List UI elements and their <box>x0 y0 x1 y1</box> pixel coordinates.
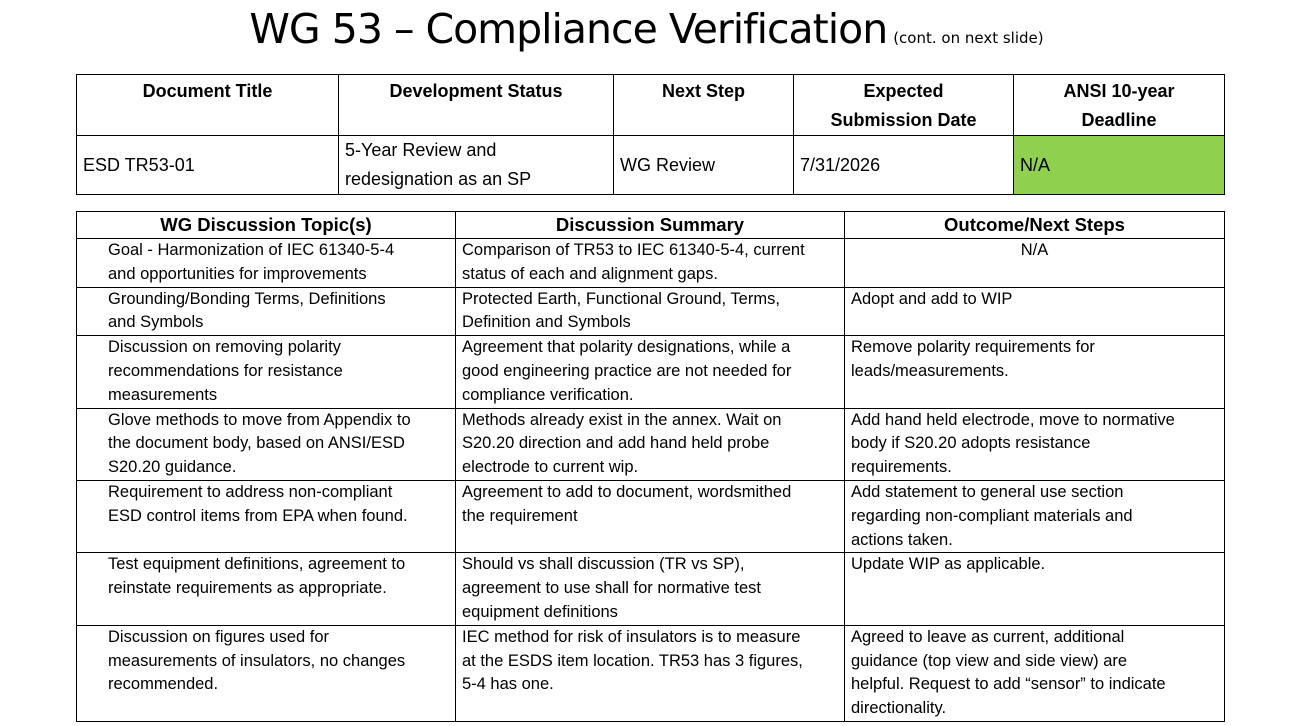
status-table <box>76 74 1225 195</box>
discussion-table-body <box>77 239 1225 722</box>
slide-title-text: WG 53 – Compliance Verification <box>249 5 888 53</box>
topic-cell-line: ESD control items from EPA when found. <box>108 506 408 525</box>
outcome-cell <box>845 480 1225 552</box>
summary-cell-line: Comparison of TR53 to IEC 61340-5-4, current <box>462 241 805 259</box>
outcome-cell <box>845 287 1225 336</box>
table-row <box>77 287 1225 336</box>
topic-cell-line: Discussion on removing polarity <box>108 338 341 357</box>
summary-cell-line: Protected Earth, Functional Ground, Terms, <box>462 289 780 308</box>
discussion-table <box>76 211 1225 722</box>
summary-cell-line: Definition and Symbols <box>462 313 631 332</box>
outcome-cell-line: Adopt and add to WIP <box>851 289 1013 308</box>
summary-cell <box>456 480 845 552</box>
outcome-cell-line: guidance (top view and side view) are <box>851 651 1128 670</box>
header-expected-line1: Expected <box>863 81 944 101</box>
table-row <box>77 239 1225 288</box>
outcome-cell-line: actions taken. <box>851 530 953 549</box>
outcome-cell-line: Remove polarity requirements for <box>851 338 1095 357</box>
outcome-cell-line: Agreed to leave as current, additional <box>851 627 1125 646</box>
topic-cell-line: the document body, based on ANSI/ESD <box>108 434 405 453</box>
outcome-cell-line: helpful. Request to add “sensor” to indicate <box>851 675 1166 694</box>
topic-cell-line: measurements of insulators, no changes <box>108 651 406 670</box>
summary-cell <box>456 553 845 625</box>
outcome-cell <box>845 239 1225 288</box>
topic-cell-line: Requirement to address non-compliant <box>108 482 393 501</box>
topic-cell-line: Test equipment definitions, agreement to <box>108 555 406 574</box>
cell-expected-date: 7/31/2026 <box>794 136 1014 195</box>
outcome-cell-line: body if S20.20 adopts resistance <box>851 434 1091 453</box>
summary-cell-line: equipment definitions <box>462 602 618 621</box>
outcome-cell-line: Add hand held electrode, move to normative <box>851 410 1175 429</box>
summary-cell <box>456 287 845 336</box>
topic-cell <box>77 408 456 480</box>
header-next-step: Next Step <box>614 75 794 136</box>
summary-cell-line: Agreement that polarity designations, while a <box>462 338 791 357</box>
outcome-cell-line: Update WIP as applicable. <box>851 555 1046 574</box>
header-development-status: Development Status <box>339 75 614 136</box>
summary-cell-line: status of each and alignment gaps. <box>462 264 718 283</box>
summary-cell <box>456 239 845 288</box>
status-line2: redesignation as an SP <box>345 169 532 189</box>
cell-development-status <box>339 136 614 195</box>
topic-cell-line: and Symbols <box>108 313 204 332</box>
outcome-cell-line: requirements. <box>851 458 952 477</box>
topic-cell-line: S20.20 guidance. <box>108 458 237 477</box>
topic-cell-line: Grounding/Bonding Terms, Definitions <box>108 289 386 308</box>
header-expected-line2: Submission Date <box>830 110 977 130</box>
header-ansi-deadline <box>1014 75 1225 136</box>
summary-cell-line: Methods already exist in the annex. Wait on <box>462 410 782 429</box>
topic-cell-line: recommendations for resistance <box>108 361 343 380</box>
table-row <box>77 553 1225 625</box>
topic-cell-line: Glove methods to move from Appendix to <box>108 410 411 429</box>
outcome-cell <box>845 553 1225 625</box>
cell-ansi-deadline: N/A <box>1014 136 1225 195</box>
topic-cell-line: Goal - Harmonization of IEC 61340-5-4 <box>108 241 395 259</box>
summary-cell <box>456 408 845 480</box>
header-expected-submission-date <box>794 75 1014 136</box>
outcome-cell-line: leads/measurements. <box>851 361 1009 380</box>
summary-cell-line: Should vs shall discussion (TR vs SP), <box>462 555 745 574</box>
topic-cell-line: reinstate requirements as appropriate. <box>108 579 387 598</box>
summary-cell-line: 5-4 has one. <box>462 675 554 694</box>
outcome-cell <box>845 625 1225 721</box>
cell-next-step: WG Review <box>614 136 794 195</box>
outcome-cell-line: N/A <box>1020 241 1049 259</box>
summary-cell-line: good engineering practice are not needed for <box>462 361 792 380</box>
header-ansi-line1: ANSI 10-year <box>1063 81 1175 101</box>
outcome-cell-line: Add statement to general use section <box>851 482 1124 501</box>
status-line1: 5-Year Review and <box>345 140 497 160</box>
summary-cell-line: agreement to use shall for normative test <box>462 579 761 598</box>
outcome-cell-line: directionality. <box>851 699 947 718</box>
topic-cell <box>77 480 456 552</box>
outcome-cell-line: regarding non-compliant materials and <box>851 506 1133 525</box>
topic-cell-line: Discussion on figures used for <box>108 627 330 646</box>
table-row <box>77 408 1225 480</box>
topic-cell-line: recommended. <box>108 675 219 694</box>
summary-cell-line: S20.20 direction and add hand held probe <box>462 434 770 453</box>
table-row <box>77 625 1225 721</box>
summary-cell-line: at the ESDS item location. TR53 has 3 figures, <box>462 651 803 670</box>
summary-cell-line: compliance verification. <box>462 385 634 404</box>
topic-cell <box>77 287 456 336</box>
discussion-table-header-row <box>77 212 1225 239</box>
summary-cell-line: IEC method for risk of insulators is to measure <box>462 627 801 646</box>
status-table-header-row <box>77 75 1225 136</box>
summary-cell-line: Agreement to add to document, wordsmithed <box>462 482 792 501</box>
status-table-row <box>77 136 1225 195</box>
slide-title <box>0 0 1293 58</box>
summary-cell-line: the requirement <box>462 506 578 525</box>
header-document-title: Document Title <box>77 75 339 136</box>
table-row <box>77 480 1225 552</box>
summary-cell <box>456 336 845 408</box>
topic-cell-line: and opportunities for improvements <box>108 264 367 283</box>
header-outcome-next-steps: Outcome/Next Steps <box>845 212 1225 239</box>
topic-cell <box>77 625 456 721</box>
topic-cell <box>77 553 456 625</box>
topic-cell <box>77 239 456 288</box>
header-ansi-line2: Deadline <box>1081 110 1157 130</box>
slide-title-note: (cont. on next slide) <box>893 29 1044 47</box>
topic-cell <box>77 336 456 408</box>
topic-cell-line: measurements <box>108 385 218 404</box>
outcome-cell <box>845 336 1225 408</box>
header-discussion-summary: Discussion Summary <box>456 212 845 239</box>
cell-document-title: ESD TR53-01 <box>77 136 339 195</box>
summary-cell-line: electrode to current wip. <box>462 458 639 477</box>
header-discussion-topic: WG Discussion Topic(s) <box>77 212 456 239</box>
table-row <box>77 336 1225 408</box>
outcome-cell <box>845 408 1225 480</box>
summary-cell <box>456 625 845 721</box>
